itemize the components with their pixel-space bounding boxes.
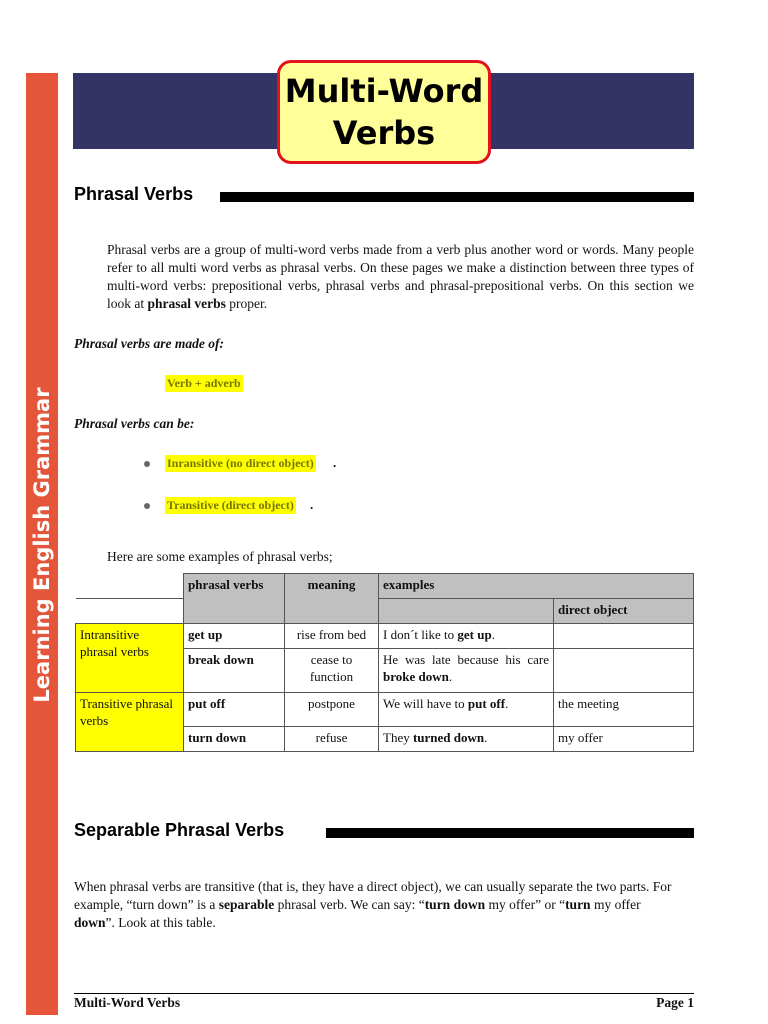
example-cell: We will have to put off. [379, 693, 554, 727]
bullet-item-intransitive: Inransitive (no direct object) [167, 456, 314, 470]
object-cell: the meeting [554, 693, 694, 727]
heading-rule [220, 192, 694, 202]
table-header-row [76, 574, 694, 599]
table-empty-cell [76, 574, 184, 599]
bullet-dot [144, 461, 150, 467]
title-line-1: Multi-Word [284, 72, 484, 110]
col-header-examples: examples [379, 574, 694, 599]
bullet-item-transitive: Transitive (direct object) [167, 498, 294, 512]
table-row [76, 624, 694, 649]
meaning-cell: cease to function [285, 649, 379, 693]
col-header-phrasal: phrasal verbs [184, 574, 285, 624]
table-row [76, 693, 694, 727]
table-empty-cell [76, 599, 184, 624]
intro-paragraph: Phrasal verbs are a group of multi-word verbs made from a verb plus another word or words. Many people refer to all multi word verbs as phrasal verbs. On these pages we make a distinction between three types of multi-word verbs: prepositional verbs, phrasal verbs and phrasal-prepositional verbs. On this section we look at phrasal verbs proper. [107, 242, 694, 311]
meaning-cell: postpone [285, 693, 379, 727]
bullet-period: . [333, 455, 337, 470]
title-line-2: Verbs [332, 114, 436, 152]
col-header-direct-object: direct object [554, 599, 694, 624]
object-cell: my offer [554, 727, 694, 752]
sidebar-title: Learning English Grammar [30, 387, 54, 703]
verb-cell: break down [184, 649, 285, 693]
footer-title: Multi-Word Verbs [74, 995, 181, 1010]
can-be-label: Phrasal verbs can be: [74, 416, 195, 431]
object-cell [554, 624, 694, 649]
table-empty-cell [379, 599, 554, 624]
section-heading-phrasal-verbs: Phrasal Verbs [74, 184, 194, 204]
verb-cell: put off [184, 693, 285, 727]
col-header-meaning: meaning [285, 574, 379, 624]
examples-intro: Here are some examples of phrasal verbs; [107, 549, 333, 564]
example-cell: He was late because his care broke down. [379, 649, 554, 693]
section-heading-separable: Separable Phrasal Verbs [74, 820, 285, 840]
page-number: Page 1 [656, 995, 694, 1010]
phrasal-verbs-table [75, 573, 694, 752]
footer-rule [74, 993, 694, 994]
object-cell [554, 649, 694, 693]
table-subheader-row [76, 599, 694, 624]
separable-paragraph: When phrasal verbs are transitive (that is, they have a direct object), we can usually separate the two parts. For example, “turn down” is a separable phrasal verb. We can say: “turn down my offer” or “turn my offer down”. Look at this table. [74, 879, 672, 930]
made-of-value: Verb + adverb [167, 376, 241, 390]
example-cell: They turned down. [379, 727, 554, 752]
bullet-dot [144, 503, 150, 509]
example-cell: I don´t like to get up. [379, 624, 554, 649]
group-label-intransitive: Intransitive phrasal verbs [76, 624, 184, 693]
made-of-label: Phrasal verbs are made of: [74, 336, 224, 351]
verb-cell: get up [184, 624, 285, 649]
bullet-period: . [310, 497, 314, 512]
heading-rule [326, 828, 694, 838]
group-label-transitive: Transitive phrasal verbs [76, 693, 184, 752]
meaning-cell: refuse [285, 727, 379, 752]
verb-cell: turn down [184, 727, 285, 752]
meaning-cell: rise from bed [285, 624, 379, 649]
title-box [277, 60, 491, 164]
